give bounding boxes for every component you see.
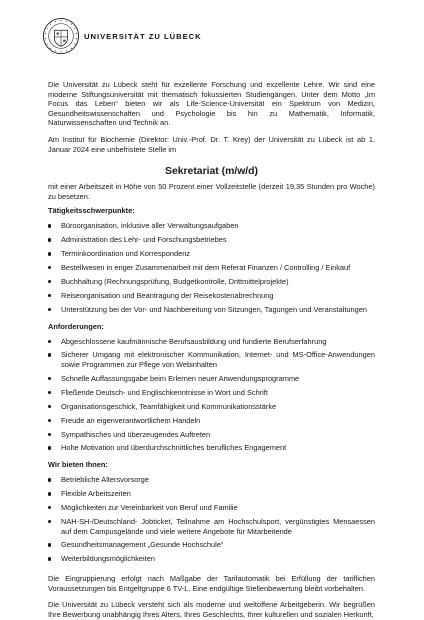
posting-body [48,80,375,620]
offer-list [48,475,375,564]
diversity-paragraph: Die Universität zu Lübeck versteht sich als moderne und weltoffene Arbeitgeberin. Wir begrüßen Ihre Bewerbung unabhängig Ihres Alters, Ihres Geschlechts, Ihrer kulturellen und sozialen Herkunft, [48,600,375,620]
list-item: Büroorganisation, inklusive aller Verwaltungsaufgaben [48,221,375,231]
list-item: Organisationsgeschick, Teamfähigkeit und Kommunikationsstärke [48,402,375,412]
offer-heading: Wir bieten Ihnen: [48,460,108,470]
list-item: NAH-SH-/Deutschland- Jobticket, Teilnahme am Hochschulsport, vergünstigtes Mensaessen auf dem Campusgelände und viele weitere Angebote für Mitarbeitende [48,517,375,536]
position-scope: mit einer Arbeitszeit in Höhe von 50 Prozent einer Vollzeitstelle (derzeit 19,35 Stunden pro Woche) zu besetzen. [48,182,375,201]
list-item: Reiseorganisation und Beantragung der Reisekostenabrechnung [48,291,375,301]
list-item: Betriebliche Altersvorsorge [48,475,375,485]
list-item: Gesundheitsmanagement „Gesunde Hochschule“ [48,540,375,550]
salary-paragraph: Die Eingruppierung erfolgt nach Maßgabe der Tarifautomatik bei Erfüllung der tariflichen Voraussetzungen bis Entgeltgruppe 6 TV-L. Eine endgültige Stellenbewertung bleibt vorbehalten. [48,574,375,593]
requirements-list [48,337,375,453]
list-item: Möglichkeiten zur Vereinbarkeit von Beruf und Familie [48,503,375,513]
list-item: Flexible Arbeitszeiten [48,489,375,499]
university-seal-icon [42,17,80,55]
list-item: Fließende Deutsch- und Englischkenntnisse in Wort und Schrift [48,388,375,398]
requirements-heading: Anforderungen: [48,321,104,331]
university-header [42,17,202,55]
list-item: Sicherer Umgang mit elektronischer Kommunikation, Internet- und MS-Office-Anwendungen sowie Programmen zur Pflege von Webinhalten [48,350,375,369]
tasks-list [48,221,375,314]
list-item: Hohe Motivation und überdurchschnittliches berufliches Engagement [48,443,375,453]
list-item: Unterstützung bei der Vor- und Nachbereitung von Sitzungen, Tagungen und Veranstaltungen [48,305,375,315]
list-item: Terminkoordination und Korrespondenz [48,249,375,259]
university-name: UNIVERSITÄT ZU LÜBECK [84,31,202,41]
list-item: Buchhaltung (Rechnungsprüfung, Budgetkontrolle, Drittmittelprojekte) [48,277,375,287]
institute-paragraph: Am Institut für Biochemie (Direktor: Univ.-Prof. Dr. T. Krey) der Universität zu Lübeck ist ab 1. Januar 2024 eine unbefristete Stelle im [48,134,375,154]
intro-paragraph: Die Universität zu Lübeck steht für exzellente Forschung und exzellente Lehre. Wir sind eine moderne Stiftungsuniversität mit thematisch fokussierten Studiengängen. Unter dem Motto „Im Focus das Leben“ bieten wir als Life-Science-Universität ein Spektrum von Medizin, Gesundheitswissenschaften und Psychologie bis hin zu Mathematik, Informatik, Naturwissenschaften und Technik an. [48,80,375,128]
tasks-heading: Tätigkeitsschwerpunkte: [48,206,135,216]
position-title: Sekretariat (m/w/d) [165,166,258,178]
list-item: Weiterbildungsmöglichkeiten [48,554,375,564]
list-item: Bestellwesen in enger Zusammenarbeit mit dem Referat Finanzen / Controlling / Einkauf [48,263,375,273]
list-item: Schnelle Auffassungsgabe beim Erlernen neuer Anwendungsprogramme [48,374,375,384]
list-item: Freude an eigenverantwortlichem Handeln [48,416,375,426]
list-item: Sympathisches und überzeugendes Auftreten [48,430,375,440]
list-item: Administration des Lehr- und Forschungsbetriebes [48,235,375,245]
list-item: Abgeschlossene kaufmännische Berufsausbildung und fundierte Berufserfahrung [48,337,375,347]
